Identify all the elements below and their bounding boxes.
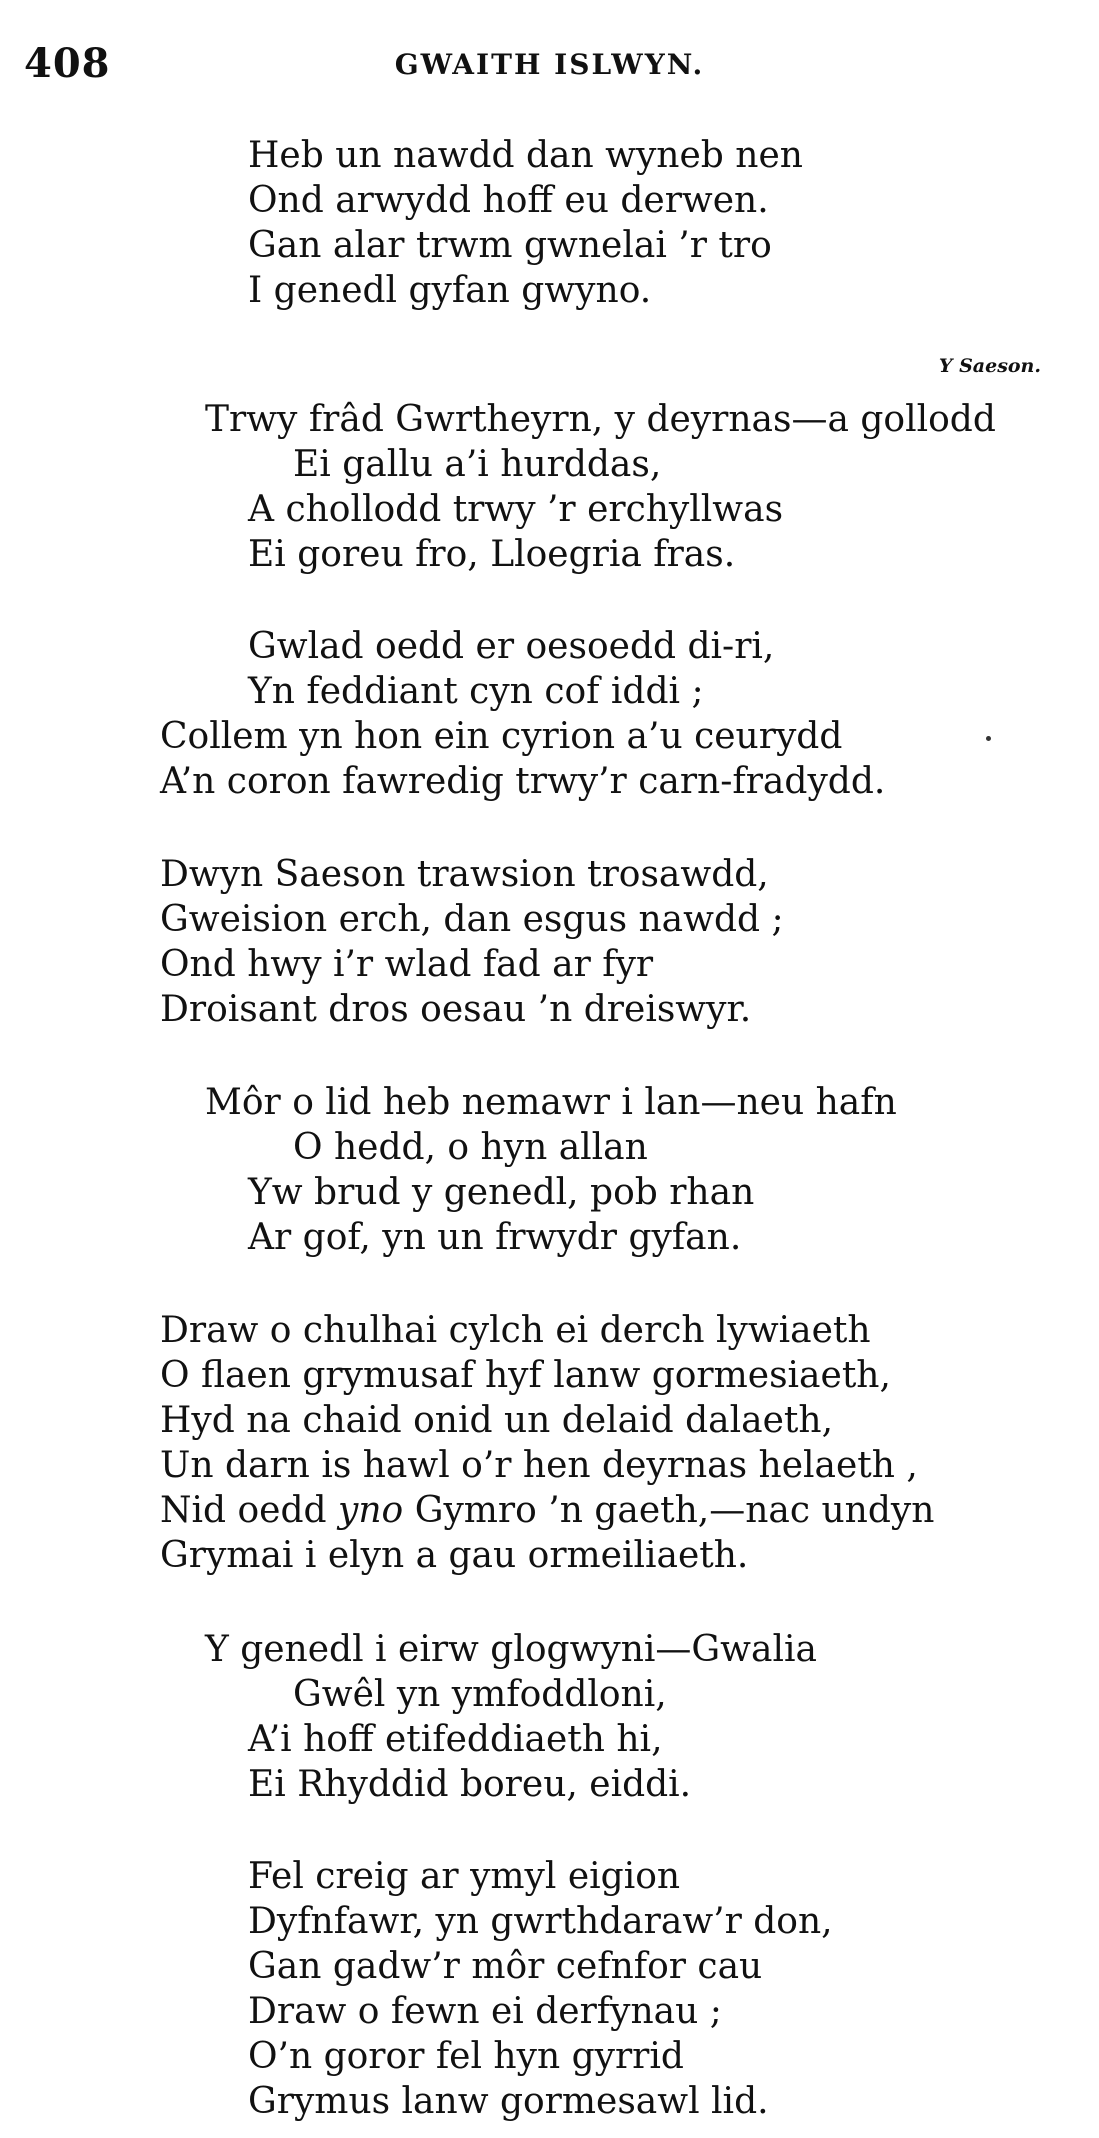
poem-line: Draw o fewn ei derfynau ; bbox=[248, 1991, 722, 2032]
poem-line: Droisant dros oesau ’n dreiswyr. bbox=[160, 989, 752, 1030]
running-title: GWAITH ISLWYN. bbox=[394, 48, 705, 81]
poem-line-part: Nid oedd bbox=[160, 1490, 327, 1531]
stray-mark bbox=[986, 736, 991, 741]
poem-line: O’n goror fel hyn gyrrid bbox=[248, 2036, 684, 2077]
poem-line: Ei Rhyddid boreu, eiddi. bbox=[248, 1764, 692, 1805]
poem-line: Hyd na chaid onid un delaid dalaeth, bbox=[160, 1400, 834, 1441]
stanza-3 bbox=[0, 624, 885, 804]
poem-line: Y genedl i eirw glogwyni—Gwalia bbox=[205, 1629, 817, 1670]
poem-line-part: Gymro ’n gaeth,—nac undyn bbox=[414, 1490, 935, 1531]
poem-line: Dwyn Saeson trawsion trosawdd, bbox=[160, 854, 769, 895]
poem-line: Un darn is hawl o’r hen deyrnas helaeth , bbox=[160, 1445, 918, 1486]
poem-line: Fel creig ar ymyl eigion bbox=[248, 1856, 681, 1897]
poem-line: Gan gadw’r môr cefnfor cau bbox=[248, 1946, 763, 1987]
stanza-2 bbox=[0, 397, 996, 577]
poem-line: I genedl gyfan gwyno. bbox=[248, 270, 652, 311]
poem-line: Ar gof, yn un frwydr gyfan. bbox=[248, 1217, 742, 1258]
poem-line-emphasis: yno bbox=[338, 1490, 404, 1531]
poem-line: Gwlad oedd er oesoedd di-ri, bbox=[248, 626, 775, 667]
poem-line: A’i hoff etifeddiaeth hi, bbox=[248, 1719, 663, 1760]
stanza-6 bbox=[0, 1308, 934, 1578]
poem-line: Gwêl yn ymfoddloni, bbox=[293, 1674, 667, 1715]
poem-line: A chollodd trwy ’r erchyllwas bbox=[248, 489, 784, 530]
poem-line: O hedd, o hyn allan bbox=[293, 1127, 648, 1168]
stanza-7 bbox=[0, 1627, 817, 1807]
stanza-4 bbox=[0, 852, 784, 1032]
poem-line: Draw o chulhai cylch ei derch lywiaeth bbox=[160, 1310, 871, 1351]
poem-line: Ei gallu a’i hurddas, bbox=[293, 444, 662, 485]
poem-line: Trwy frâd Gwrtheyrn, y deyrnas—a gollodd bbox=[205, 399, 996, 440]
poem-line: O flaen grymusaf hyf lanw gormesiaeth, bbox=[160, 1355, 891, 1396]
poem-line: Ond hwy i’r wlad fad ar fyr bbox=[160, 944, 654, 985]
poem-line: Yw brud y genedl, pob rhan bbox=[248, 1172, 755, 1213]
poem-line: Grymus lanw gormesawl lid. bbox=[248, 2081, 769, 2122]
stanza-5 bbox=[0, 1080, 897, 1260]
poem-line: Collem yn hon ein cyrion a’u ceurydd bbox=[160, 716, 843, 757]
poem-line: Heb un nawdd dan wyneb nen bbox=[248, 135, 803, 176]
poem-line: Gweision erch, dan esgus nawdd ; bbox=[160, 899, 784, 940]
poem-line: Ei goreu fro, Lloegria fras. bbox=[248, 534, 736, 575]
poem-line: Môr o lid heb nemawr i lan—neu hafn bbox=[205, 1082, 897, 1123]
poem-line bbox=[0, 1488, 934, 1533]
page-number: 408 bbox=[24, 40, 111, 87]
poem-line: Yn feddiant cyn cof iddi ; bbox=[248, 671, 704, 712]
poem-line: Gan alar trwm gwnelai ’r tro bbox=[248, 225, 772, 266]
poem-line: Ond arwydd hoff eu derwen. bbox=[248, 180, 769, 221]
poem-line: A’n coron fawredig trwy’r carn-fradydd. bbox=[160, 761, 886, 802]
section-label: Y Saeson. bbox=[938, 355, 1041, 377]
stanza-1 bbox=[0, 133, 803, 313]
poem-line: Dyfnfawr, yn gwrthdaraw’r don, bbox=[248, 1901, 833, 1942]
poem-line: Grymai i elyn a gau ormeiliaeth. bbox=[160, 1535, 749, 1576]
stanza-8 bbox=[0, 1854, 833, 2124]
